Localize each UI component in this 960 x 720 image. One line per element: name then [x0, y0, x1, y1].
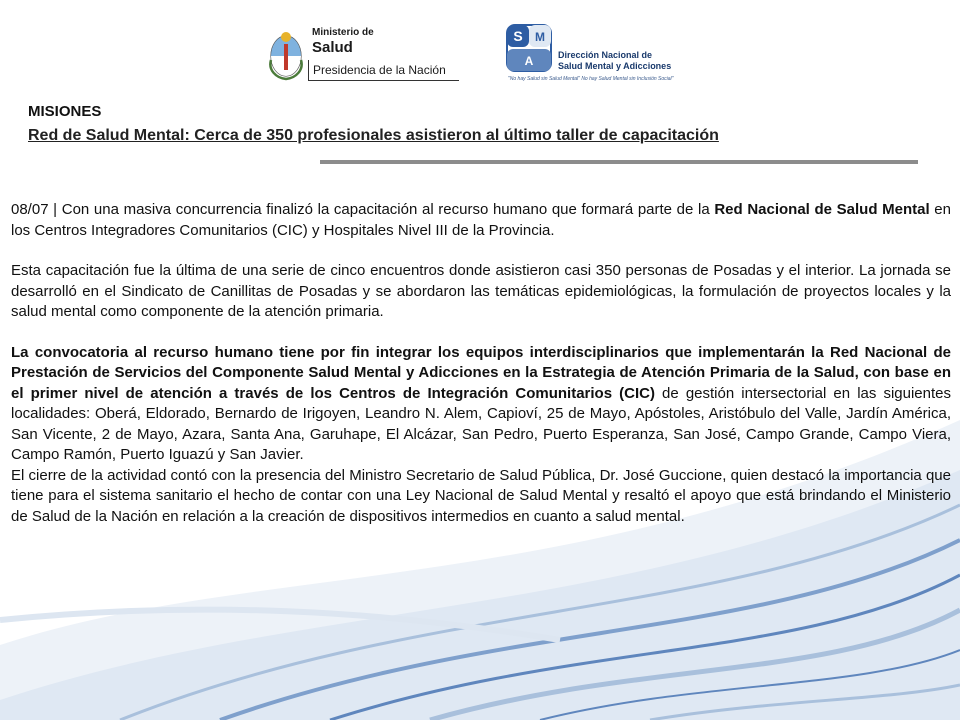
- direccion-line2: Salud Mental y Adicciones: [558, 61, 672, 72]
- sma-letter-m: M: [535, 30, 545, 44]
- paragraph-2: Esta capacitación fue la última de una serie de cinco encuentros donde asistieron casi 350 personas de Posadas y el interior. La jornada se desarrolló en el Sindicato de Canillitas de Posadas y se abordaron las temáticas epidemiológicas, la formulación de proyectos locales y la salud mental como componente de la atención primaria.: [11, 262, 951, 320]
- direccion-tagline: "No hay Salud sin Salud Mental" No hay Salud Mental sin Inclusión Social": [508, 76, 674, 82]
- paragraph-1: [11, 200, 951, 241]
- direccion-line1: Dirección Nacional de: [558, 50, 653, 60]
- paragraph-3: [11, 343, 951, 466]
- presidencia-label: Presidencia de la Nación: [308, 60, 459, 81]
- sma-letter-a: A: [524, 54, 534, 68]
- paragraph-1-lead: 08/07 | Con una masiva concurrencia finalizó la capacitación al recurso humano que formará parte de la: [11, 201, 715, 218]
- sma-letter-s: S: [513, 28, 523, 44]
- ministerio-salud-logo: [268, 24, 458, 86]
- sma-logo-icon: [506, 24, 552, 72]
- ministerio-label: Ministerio de: [312, 27, 374, 38]
- paragraph-1-emphasis: Red Nacional de Salud Mental: [714, 201, 930, 218]
- section-label: MISIONES: [28, 103, 102, 120]
- direccion-salud-mental-logo: [506, 22, 706, 88]
- paragraph-4: El cierre de la actividad contó con la presencia del Ministro Secretario de Salud Pública, Dr. José Guccione, quien destacó la importancia que tiene para el sistema sanitario el hecho de contar con una Ley Nacional de Salud Mental y resaltó el apoyo que está brindando el Ministerio de Salud de la Nación en relación a la creación de dispositivos intermedios en cuanto a salud mental.: [11, 466, 951, 525]
- article-headline[interactable]: Red de Salud Mental: Cerca de 350 profesionales asistieron al último taller de capacitación: [28, 127, 719, 144]
- article-body: [11, 200, 951, 547]
- national-seal-icon: [268, 26, 304, 82]
- salud-label: Salud: [312, 39, 353, 56]
- paragraph-3-tail: de gestión intersectorial en las siguientes localidades: Oberá, Eldorado, Bernardo de Irigoyen, Leandro N. Alem, Capioví, 25 de Mayo, Apóstoles, Aristóbulo del Valle, Jardín América, San Vicente, 2 de Mayo, Azara, Santa Ana, Garuhape, El Alcázar, San Pedro, Puerto Esperanza, San José, Campo Grande, Campo Viera, Campo Ramón, Puerto Iguazú y San Javier.: [11, 384, 951, 463]
- headline-divider: [320, 160, 918, 164]
- paragraph-1-tail: en los Centros Integradores Comunitarios (CIC) y Hospitales Nivel III de la Provincia.: [11, 201, 951, 239]
- paragraph-3-emphasis: La convocatoria al recurso humano tiene por fin integrar los equipos interdisciplinarios que implementarán la Red Nacional de Prestación de Servicios del Componente Salud Mental y Adicciones en la Estrategia de Atención Primaria de la Salud, con base en el primer nivel de atención a través de los Centros de Integración Comunitarios (CIC): [11, 343, 951, 402]
